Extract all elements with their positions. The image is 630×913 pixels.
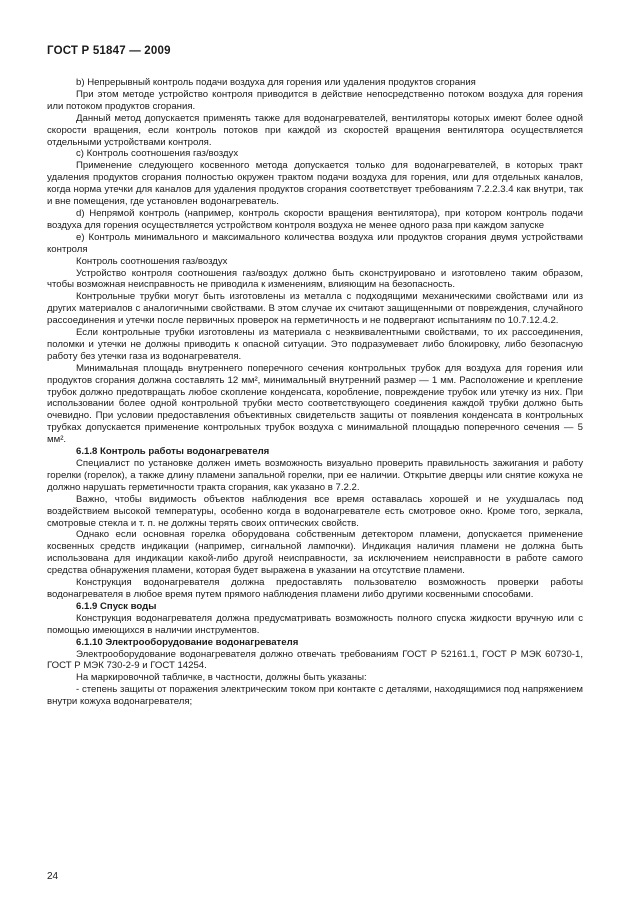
- paragraph: b) Непрерывный контроль подачи воздуха для горения или удаления продуктов сгорания: [76, 77, 476, 88]
- document-header: ГОСТ Р 51847 — 2009: [47, 45, 171, 57]
- document-body: [47, 77, 583, 708]
- paragraph: Однако если основная горелка оборудована собственным детектором пламени, допускается применение косвенных средств индикации (например, сигнальной лампочки). Индикация наличия пламени не должна быть использована для индикации какой-либо другой неисправности, за исключением неисправности в работе самого средства обнаружения пламени, которая будет выражена в указании на отсутствие пламени.: [47, 529, 583, 577]
- page-number: 24: [47, 871, 59, 882]
- paragraph: Важно, чтобы видимость объектов наблюдения все время оставалась хорошей и не ухудшалась под воздействием высокой температуры, особенно когда в водонагревателе есть смотровое окно. Кроме того, зеркала, смотровые стекла и т. п. не должны терять своих оптических свойств.: [47, 493, 583, 529]
- paragraph: Применение следующего косвенного метода допускается только для водонагревателей, в которых тракт удаления продуктов сгорания полностью окружен трактом подачи воздуха для горения, или для отдельных каналов, когда норма утечки для каналов для удаления продуктов сгорания соответствует требованиям 7.2.2.3.4 как внутри, так и вне помещения, где установлен водонагреватель.: [47, 160, 583, 208]
- paragraph: c) Контроль соотношения газ/воздух: [76, 148, 239, 160]
- paragraph: - степень защиты от поражения электрическим током при контакте с деталями, находящимися под напряжением внутри кожуха водонагревателя;: [47, 684, 583, 708]
- paragraph: Контрольные трубки могут быть изготовлены из металла с подходящими механическими свойствами или из других материалов с аналогичными свойствами. В этом случае их считают защищенными от повреждения, случайного рассоединения и утечки после первичных проверок на герметичность и не подвергают испытаниям по 10.7.12.4.2.: [47, 291, 583, 327]
- paragraph: При этом методе устройство контроля приводится в действие непосредственно потоком воздуха для горения или потоком продуктов сгорания.: [47, 88, 583, 112]
- section-heading: 6.1.10 Электрооборудование водонагревателя: [76, 636, 299, 648]
- section-heading: 6.1.9 Спуск воды: [76, 600, 157, 612]
- paragraph: Специалист по установке должен иметь возможность визуально проверить правильность зажигания и работу горелки (горелок), а также длину пламени запальной горелки, при ее наличии. Открытие дверцы или снятие кожуха не должно нарушать герметичности тракта сгорания, как указано в 7.2.2.: [47, 458, 583, 493]
- paragraph: Устройство контроля соотношения газ/воздух должно быть сконструировано и изготовлено таким образом, чтобы возможная неисправность не приводила к изменениям, влияющим на безопасность.: [47, 267, 583, 291]
- paragraph: Электрооборудование водонагревателя должно отвечать требованиям ГОСТ Р 52161.1, ГОСТ Р МЭК 60730-1, ГОСТ Р МЭК 730-2-9 и ГОСТ 14254.: [47, 648, 583, 672]
- paragraph: e) Контроль минимального и максимального количества воздуха или продуктов сгорания двумя устройствами контроля: [47, 231, 583, 255]
- paragraph: Минимальная площадь внутреннего поперечного сечения контрольных трубок для воздуха для горения или продуктов сгорания должна составлять 12 мм², минимальный внутренний размер — 1 мм. Расположение и крепление трубок должно предотвращать любое скопление конденсата, коробление, повреждение трубок или утечку из них. При использовании более одной контрольной трубки место соответствующего соединения каждой трубки должно быть очевидно. При условии предоставления объективных свидетельств защиты от появления конденсата в контрольных трубках допускается применение контрольных трубок воздуха с минимальной площадью поперечного сечения — 5 мм².: [47, 362, 583, 446]
- section-heading: 6.1.8 Контроль работы водонагревателя: [76, 446, 270, 458]
- paragraph: Конструкция водонагревателя должна предоставлять пользователю возможность проверки работы водонагревателя в любое время путем прямого наблюдения пламени либо другими косвенными способами.: [47, 577, 583, 600]
- paragraph: Конструкция водонагревателя должна предусматривать возможность полного спуска жидкости вручную или с помощью имеющихся в наличии инструментов.: [47, 612, 583, 636]
- paragraph: Если контрольные трубки изготовлены из материала с неэквивалентными свойствами, то их рассоединения, поломки и утечки не должны приводить к опасной ситуации. Это подразумевает либо блокировку, либо безопасную работу без утечки газа из водонагревателя.: [47, 327, 583, 362]
- paragraph: На маркировочной табличке, в частности, должны быть указаны:: [76, 672, 367, 684]
- paragraph: Данный метод допускается применять также для водонагревателей, вентиляторы которых имеют более одной скорости вращения, если контроль потоков при каждой из скоростей вращения вентилятора осуществляется отдельными устройствами контроля.: [47, 112, 583, 148]
- paragraph: d) Непрямой контроль (например, контроль скорости вращения вентилятора), при котором контроль подачи воздуха для горения осуществляется устройством контроля воздуха не менее одного раза при каждом запуске: [47, 207, 583, 231]
- paragraph: Контроль соотношения газ/воздух: [76, 255, 228, 267]
